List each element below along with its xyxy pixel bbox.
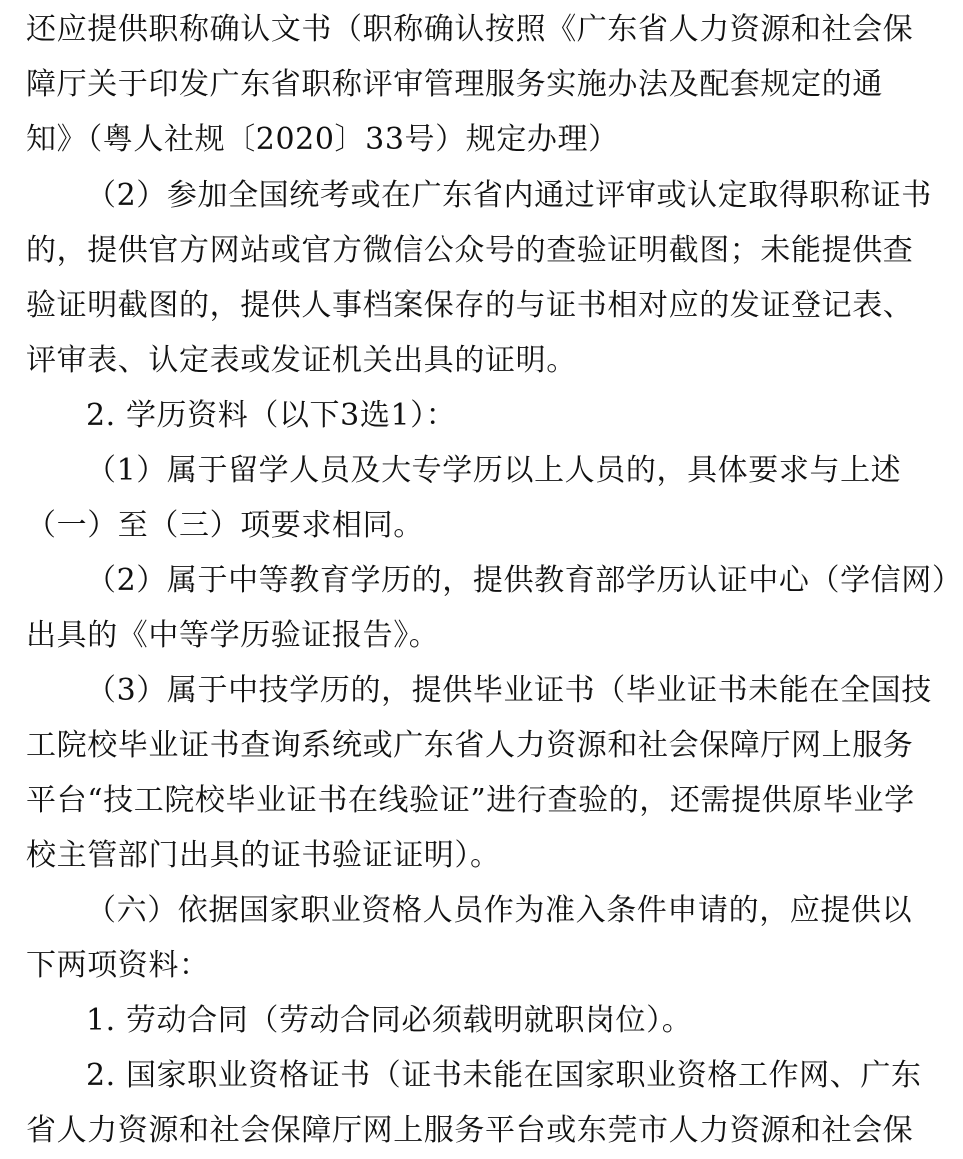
text-line: 出具的《中等学历验证报告》。 xyxy=(26,618,440,653)
text-line: 评审表、认定表或发证机关出具的证明。 xyxy=(26,343,577,378)
text-line: 省人力资源和社会保障厅网上服务平台或东莞市人力资源和社会保 xyxy=(26,1113,914,1148)
text-line: 还应提供职称确认文书（职称确认按照《广东省人力资源和社会保 xyxy=(26,12,914,47)
text-line: 障厅关于印发广东省职称评审管理服务实施办法及配套规定的通 xyxy=(26,67,883,102)
section-heading-line: 2. 学历资料（以下3选1）： xyxy=(86,398,457,433)
paragraph-start-line: （2）参加全国统考或在广东省内通过评审或认定取得职称证书 xyxy=(86,178,932,213)
text-line: 验证明截图的，提供人事档案保存的与证书相对应的发证登记表、 xyxy=(26,288,914,323)
text-line: （一）至（三）项要求相同。 xyxy=(26,508,424,543)
text-line: 校主管部门出具的证书验证证明）。 xyxy=(26,838,501,873)
text-line: 工院校毕业证书查询系统或广东省人力资源和社会保障厅网上服务 xyxy=(26,728,914,763)
text-line: 知》（粤人社规〔2020〕33号）规定办理） xyxy=(26,122,619,157)
paragraph-start-line: （3）属于中技学历的，提供毕业证书（毕业证书未能在全国技 xyxy=(86,673,932,708)
text-line: 下两项资料： xyxy=(26,948,210,983)
list-item-line: 1. 劳动合同（劳动合同必须载明就职岗位）。 xyxy=(86,1003,693,1038)
paragraph-start-line: （1）属于留学人员及大专学历以上人员的，具体要求与上述 xyxy=(86,453,902,488)
paragraph-start-line: （2）属于中等教育学历的，提供教育部学历认证中心（学信网） xyxy=(86,563,963,598)
section-heading-line: （六）依据国家职业资格人员作为准入条件申请的，应提供以 xyxy=(86,893,913,928)
text-line: 平台“技工院校毕业证书在线验证”进行查验的，还需提供原毕业学 xyxy=(26,783,915,818)
text-line: 的，提供官方网站或官方微信公众号的查验证明截图；未能提供查 xyxy=(26,233,914,268)
list-item-line: 2. 国家职业资格证书（证书未能在国家职业资格工作网、广东 xyxy=(86,1058,922,1093)
